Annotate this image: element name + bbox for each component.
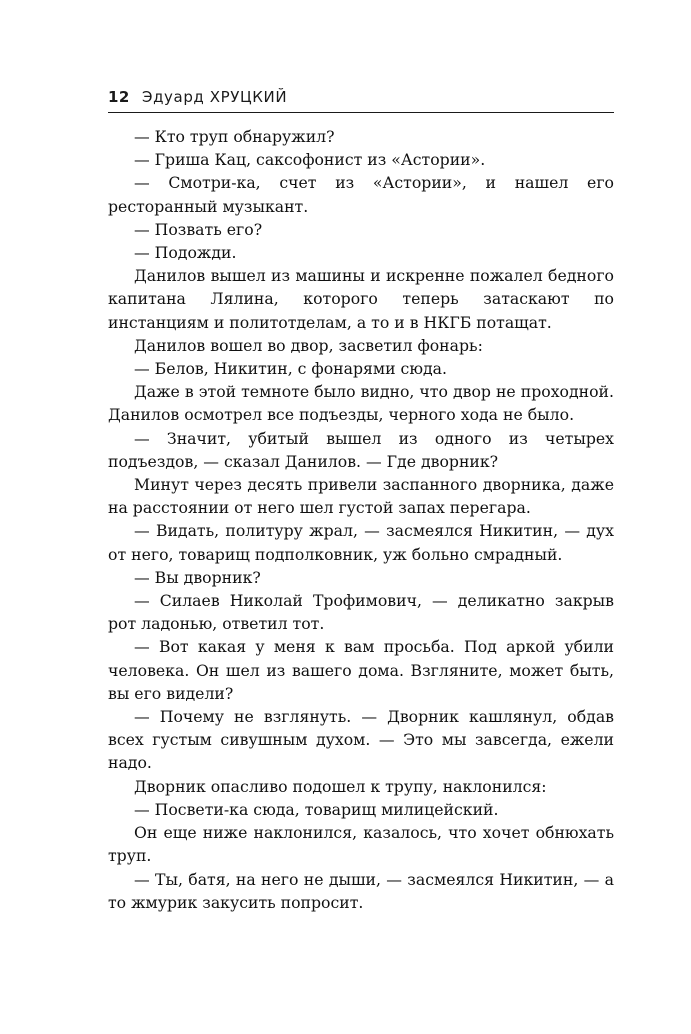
- paragraph: — Вот какая у меня к вам просьба. Под аркой убили человека. Он шел из вашего дома. Взгляните, может быть, вы его видели?: [108, 637, 614, 703]
- paragraph: — Кто труп обнаружил?: [134, 127, 335, 146]
- paragraph: — Силаев Николай Трофимович, — деликатно закрыв рот ладонью, ответил тот.: [108, 591, 614, 634]
- page-header: [108, 86, 614, 113]
- paragraph: — Подожди.: [134, 243, 237, 263]
- paragraph: Данилов вышел из машины и искренне пожалел бедного капитана Лялина, которого теперь затаскают по инстанциям и политотделам, а то и в НКГБ потащат.: [108, 266, 614, 332]
- page-number: 12: [108, 88, 130, 106]
- paragraph: — Смотри-ка, счет из «Астории», и нашел его ресторанный музыкант.: [108, 173, 614, 216]
- paragraph: — Видать, политуру жрал, — засмеялся Никитин, — дух от него, товарищ подполковник, уж больно смрадный.: [108, 521, 614, 564]
- paragraph: — Вы дворник?: [134, 567, 261, 587]
- paragraph: — Посвети-ка сюда, товарищ милицейский.: [134, 799, 499, 819]
- paragraph: — Позвать его?: [134, 219, 263, 239]
- paragraph: Даже в этой темноте было видно, что двор не проходной. Данилов осмотрел все подъезды, черного хода не было.: [108, 382, 614, 425]
- paragraph: — Значит, убитый вышел из одного из четырех подъездов, — сказал Данилов. — Где дворник?: [108, 428, 614, 471]
- paragraph: Минут через десять привели заспанного дворника, даже на расстоянии от него шел густой запах перегара.: [108, 475, 614, 518]
- running-title: Эдуард ХРУЦКИЙ: [142, 88, 288, 106]
- paragraph: — Гриша Кац, саксофонист из «Астории».: [134, 150, 486, 170]
- paragraph: — Белов, Никитин, с фонарями сюда.: [134, 359, 447, 379]
- paragraph: — Ты, батя, на него не дыши, — засмеялся Никитин, — а то жмурик закусить попросит.: [108, 869, 614, 912]
- paragraph: — Почему не взглянуть. — Дворник кашлянул, обдав всех густым сивушным духом. — Это мы завсегда, ежели надо.: [108, 707, 614, 773]
- paragraph: Дворник опасливо подошел к трупу, наклонился:: [134, 776, 547, 796]
- paragraph: Данилов вошел во двор, засветил фонарь:: [134, 335, 483, 355]
- paragraph: Он еще ниже наклонился, казалось, что хочет обнюхать труп.: [108, 823, 614, 866]
- body-text: [108, 125, 614, 914]
